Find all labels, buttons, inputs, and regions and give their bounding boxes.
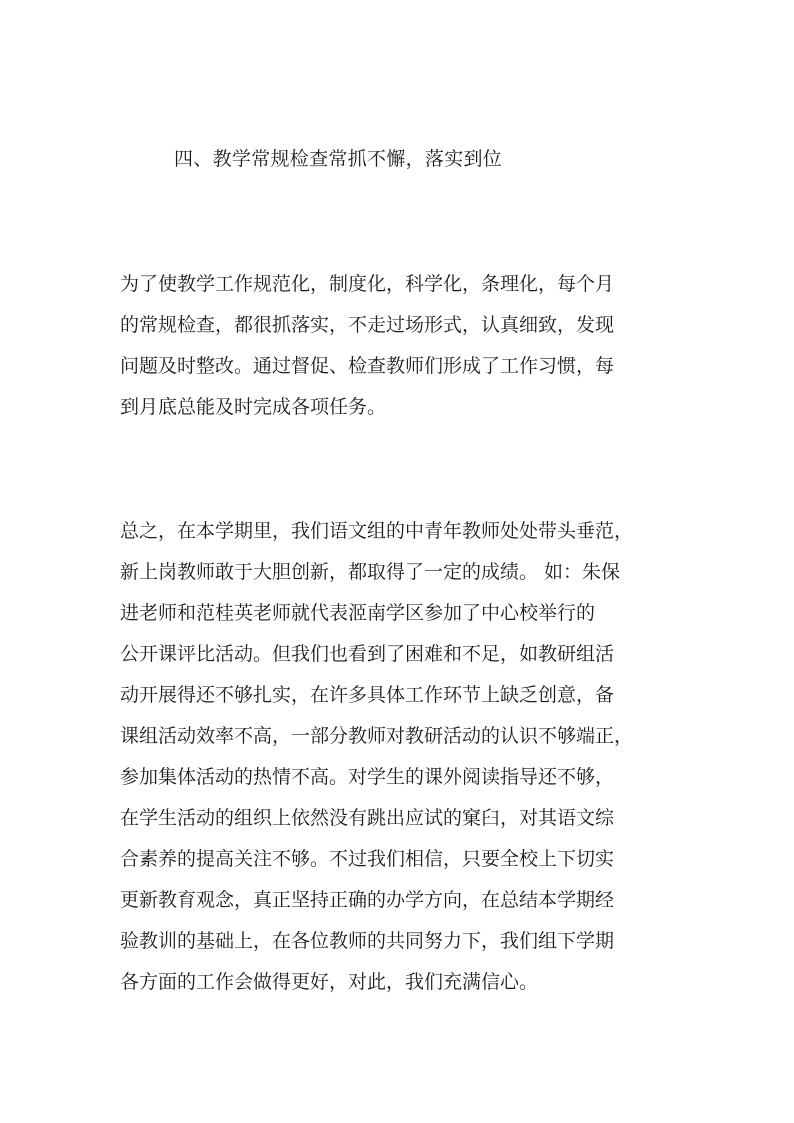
section-heading: 四、教学常规检查常抓不懈，落实到位 xyxy=(174,148,503,170)
paragraph-routine-inspection xyxy=(120,264,680,428)
paragraph-line: 课组活动效率不高，一部分教师对教研活动的认识不够端正， xyxy=(120,725,634,747)
paragraph-line: 公开课评比活动。但我们也看到了困难和不足，如教研组活 xyxy=(120,643,615,665)
paragraph-line: 为了使教学工作规范化，制度化，科学化，条理化，每个月 xyxy=(120,273,615,295)
paragraph-line: 的常规检查，都很抓落实，不走过场形式，认真细致，发现 xyxy=(120,314,615,336)
paragraph-line: 更新教育观念，真正坚持正确的办学方向，在总结本学期经 xyxy=(120,889,615,911)
paragraph-line: 进老师和范桂英老师就代表洍南学区参加了中心校举行的 xyxy=(120,602,596,624)
paragraph-line: 参加集体活动的热情不高。对学生的课外阅读指导还不够， xyxy=(120,766,615,788)
paragraph-line: 动开展得还不够扎实，在许多具体工作环节上缺乏创意，备 xyxy=(120,684,615,706)
paragraph-summary xyxy=(120,511,680,1003)
paragraph-line: 问题及时整改。通过督促、检查教师们形成了工作习惯，每 xyxy=(120,355,615,377)
paragraph-line: 在学生活动的组织上依然没有跳出应试的窠臼，对其语文综 xyxy=(120,807,615,829)
paragraph-line: 合素养的提高关注不够。不过我们相信，只要全校上下切实 xyxy=(120,848,615,870)
paragraph-line: 新上岗教师敢于大胆创新，都取得了一定的成绩。 如：朱保 xyxy=(120,561,621,583)
paragraph-line: 到月底总能及时完成各项任务。 xyxy=(120,396,387,418)
paragraph-line: 验教训的基础上，在各位教师的共同努力下，我们组下学期 xyxy=(120,930,615,952)
paragraph-line: 总之，在本学期里，我们语文组的中青年教师处处带头垂范， xyxy=(120,520,634,542)
paragraph-line: 各方面的工作会做得更好，对此，我们充满信心。 xyxy=(120,971,539,993)
